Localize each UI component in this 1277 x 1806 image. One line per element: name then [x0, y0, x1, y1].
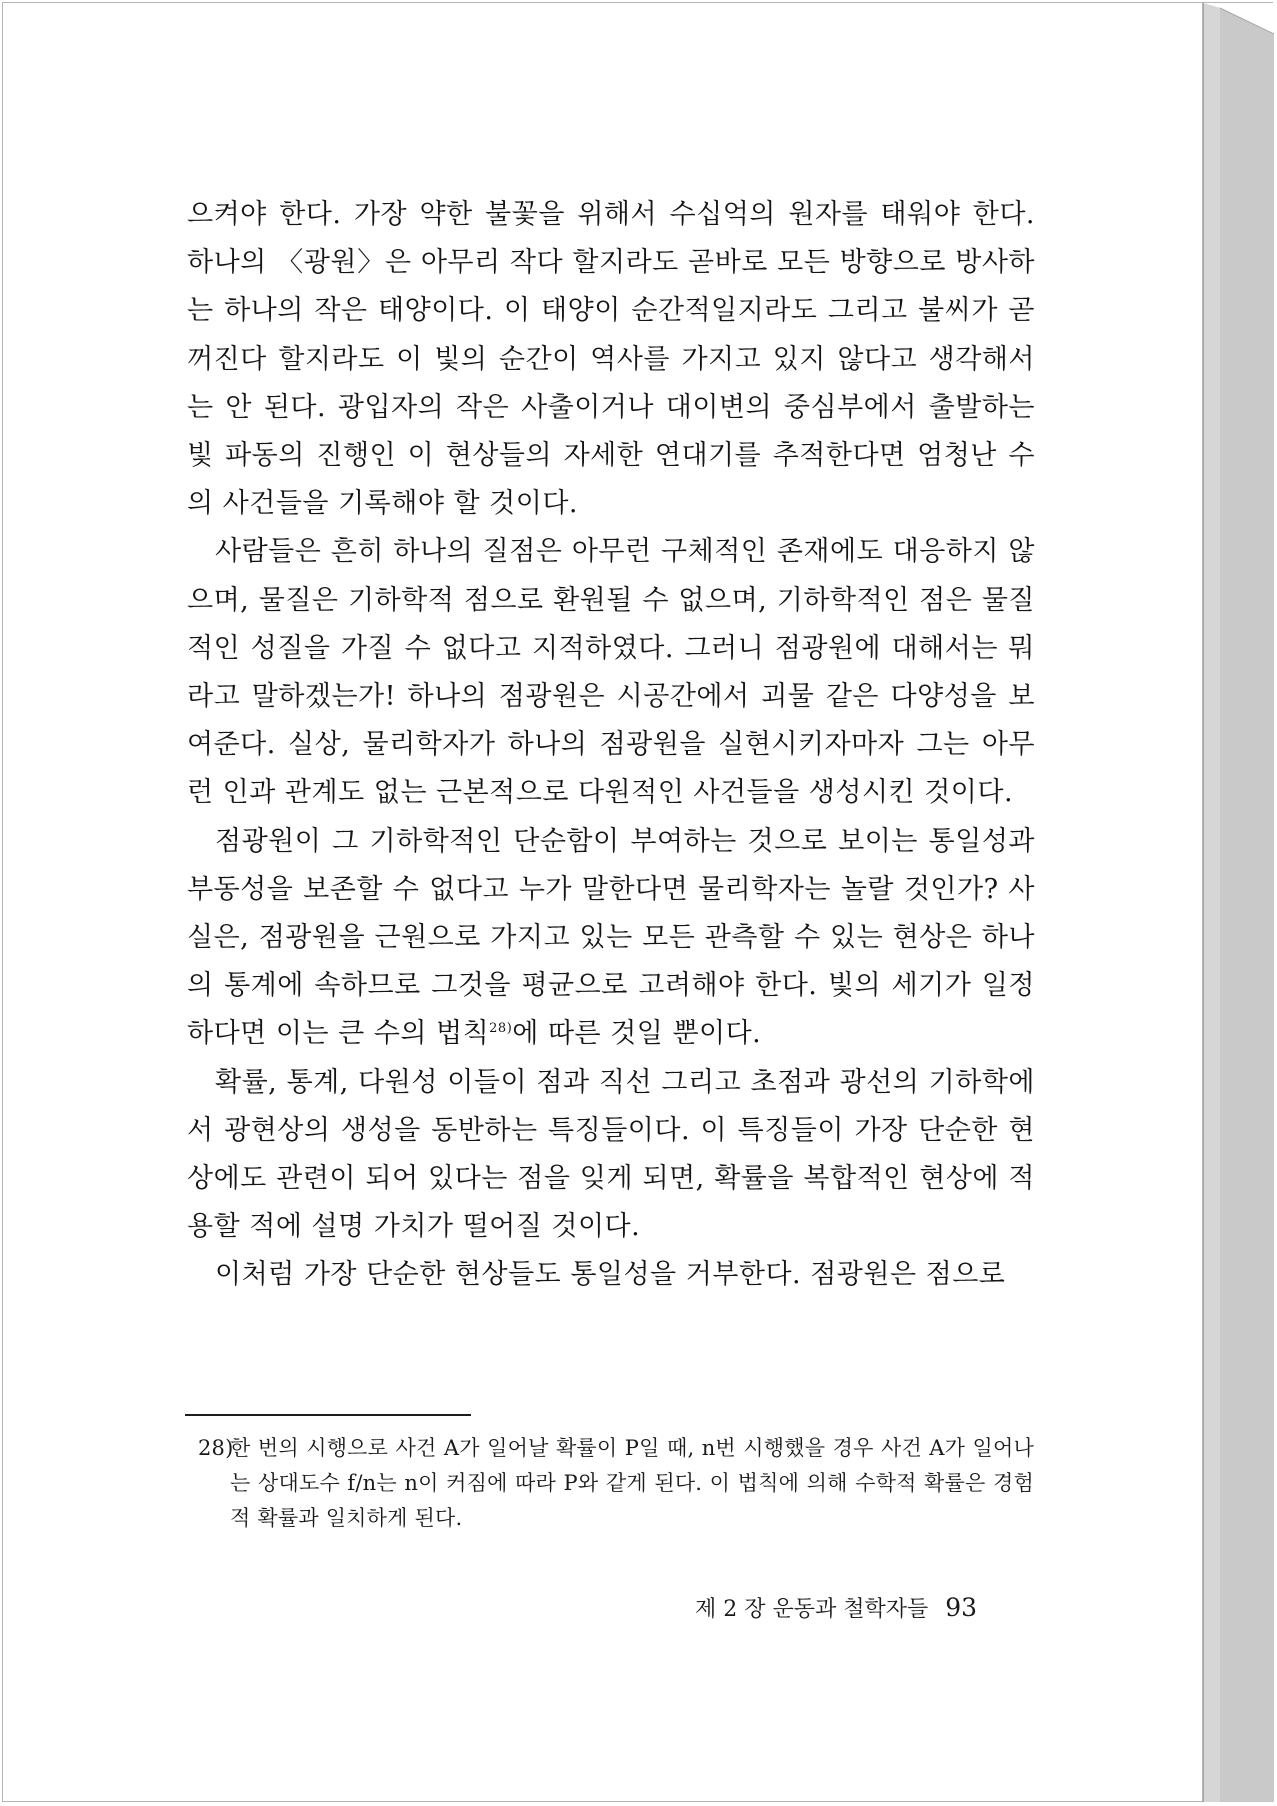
footnote-number: 28) [198, 1436, 234, 1460]
paragraph-3 [187, 818, 1035, 1059]
paragraph-4: 확률, 통계, 다원성 이들이 점과 직선 그리고 초점과 광선의 기하학에서 광현상의 생성을 동반하는 특징들이다. 이 특징들이 가장 단순한 현상에도 관련이 되어 있다는 점을 잊게 되면, 확률을 복합적인 현상에 적용할 적에 설명 가치가 떨어질 것이다. [187, 1066, 1035, 1243]
paragraph-1: 으켜야 한다. 가장 약한 불꽃을 위해서 수십억의 원자를 태워야 한다. 하나의 〈광원〉은 아무리 작다 할지라도 곧바로 모든 방향으로 방사하는 하나의 작은 태양이다. 이 태양이 순간적일지라도 그리고 불씨가 곧 꺼진다 할지라도 이 빛의 순간이 역사를 가지고 있지 않다고 생각해서는 안 된다. 광입자의 작은 사출이거나 대이변의 중심부에서 출발하는 빛 파동의 진행인 이 현상들의 자세한 연대기를 추적한다면 엄청난 수의 사건들을 기록해야 할 것이다. [187, 199, 1035, 520]
footnote-text: 한 번의 시행으로 사건 A가 일어날 확률이 P일 때, n번 시행했을 경우 사건 A가 일어나는 상대도수 f/n는 n이 커짐에 따라 P와 같게 된다. 이 법칙에 의해 수학적 확률은 경험적 확률과 일치하게 된다. [230, 1436, 1034, 1530]
footnote [198, 1431, 1034, 1536]
footnote-divider [185, 1414, 471, 1416]
page-number: 93 [945, 1593, 978, 1622]
footnote-reference: 28) [489, 1021, 513, 1037]
paragraph-3-text-before: 점광원이 그 기하학적인 단순함이 부여하는 것으로 보이는 통일성과 부동성을 보존할 수 없다고 누가 말한다면 물리학자는 놀랄 것인가? 사실은, 점광원을 근원으로 가지고 있는 모든 관측할 수 있는 현상은 하나의 통계에 속하므로 그것을 평균으로 고려해야 한다. 빛의 세기가 일정하다면 이는 큰 수의 법칙 [187, 825, 1035, 1050]
body-text [187, 191, 1035, 1300]
book-page [3, 3, 1203, 1803]
running-footer [695, 1592, 1007, 1623]
paragraph-3-text-after: 에 따른 것일 뿐이다. [512, 1018, 762, 1050]
paragraph-5: 이처럼 가장 단순한 현상들도 통일성을 거부한다. 점광원은 점으로 [215, 1259, 1006, 1291]
chapter-title: 제 2 장 운동과 철학자들 [695, 1597, 929, 1622]
paragraph-2: 사람들은 흔히 하나의 질점은 아무런 구체적인 존재에도 대응하지 않으며, 물질은 기하학적 점으로 환원될 수 없으며, 기하학적인 점은 물질적인 성질을 가질 수 없다고 지적하였다. 그러니 점광원에 대해서는 뭐라고 말하겠는가! 하나의 점광원은 시공간에서 괴물 같은 다양성을 보여준다. 실상, 물리학자가 하나의 점광원을 실현시키자마자 그는 아무런 인과 관계도 없는 근본적으로 다원적인 사건들을 생성시킨 것이다. [187, 536, 1035, 809]
